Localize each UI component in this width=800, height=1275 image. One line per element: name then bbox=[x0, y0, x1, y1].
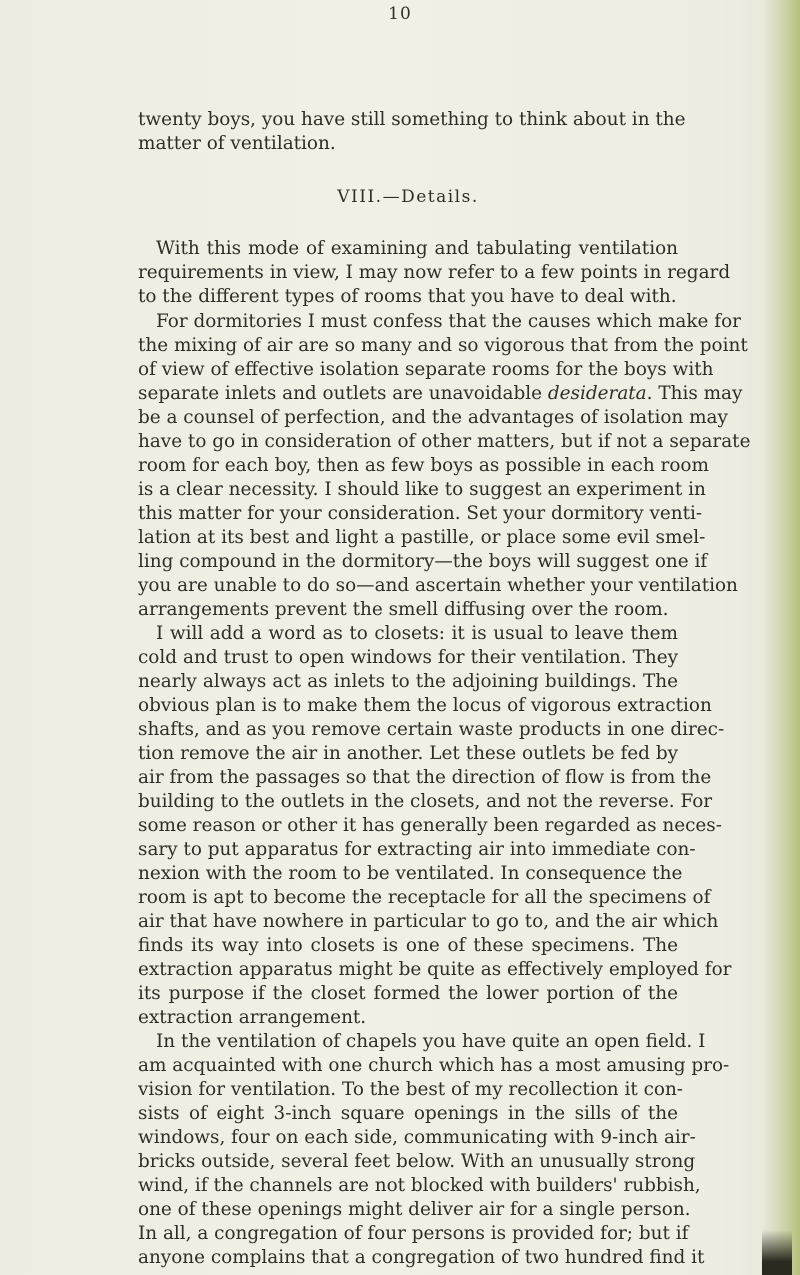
text-line: I will add a word as to closets: it is usual to leave them bbox=[156, 623, 678, 644]
text-line: am acquainted with one church which has a most amusing pro- bbox=[138, 1055, 730, 1076]
text-line: sary to put apparatus for extracting air into immediate con- bbox=[138, 839, 696, 860]
text-fragment: separate inlets and outlets are unavoidable bbox=[138, 383, 543, 404]
text-line: In the ventilation of chapels you have quite an open field. I bbox=[156, 1031, 706, 1052]
text-line: tion remove the air in another. Let these outlets be fed by bbox=[138, 743, 678, 764]
page-number: 10 bbox=[388, 4, 412, 24]
text-line: air that have nowhere in particular to go to, and the air which bbox=[138, 911, 719, 932]
text-line: ling compound in the dormitory—the boys will suggest one if bbox=[138, 551, 708, 572]
text-line: extraction apparatus might be quite as effectively employed for bbox=[138, 959, 732, 980]
text-line: In all, a congregation of four persons is provided for; but if bbox=[138, 1223, 689, 1244]
text-line: building to the outlets in the closets, and not the reverse. For bbox=[138, 791, 713, 812]
text-line: be a counsel of perfection, and the advantages of isolation may bbox=[138, 407, 728, 428]
text-line: matter of ventilation. bbox=[138, 133, 336, 154]
text-line: vision for ventilation. To the best of my recollection it con- bbox=[138, 1079, 684, 1100]
text-line: is a clear necessity. I should like to suggest an experiment in bbox=[138, 479, 706, 500]
text-line: nearly always act as inlets to the adjoining buildings. The bbox=[138, 671, 678, 692]
text-line: its purpose if the closet formed the lower portion of the bbox=[138, 983, 678, 1004]
text-line: With this mode of examining and tabulating ventilation bbox=[156, 238, 678, 259]
text-line: have to go in consideration of other matters, but if not a separate bbox=[138, 431, 751, 452]
text-line: finds its way into closets is one of these specimens. The bbox=[138, 935, 678, 956]
text-line: room for each boy, then as few boys as possible in each room bbox=[138, 455, 709, 476]
text-line bbox=[138, 382, 743, 406]
text-line: cold and trust to open windows for their ventilation. They bbox=[138, 647, 678, 668]
text-line: air from the passages so that the direction of flow is from the bbox=[138, 767, 712, 788]
text-line: twenty boys, you have still something to think about in the bbox=[138, 109, 686, 130]
page-corner-shadow bbox=[762, 1230, 792, 1275]
page-edge-shadow bbox=[762, 0, 800, 1275]
italic-term: desiderata bbox=[547, 383, 647, 404]
text-line: lation at its best and light a pastille, or place some evil smel- bbox=[138, 527, 706, 548]
text-line: the mixing of air are so many and so vigorous that from the point bbox=[138, 335, 748, 356]
text-line: obvious plan is to make them the locus of vigorous extraction bbox=[138, 695, 712, 716]
text-line: extraction arrangement. bbox=[138, 1007, 367, 1028]
text-line: to the different types of rooms that you have to deal with. bbox=[138, 286, 677, 307]
text-line: anyone complains that a congregation of two hundred find it bbox=[138, 1247, 705, 1268]
text-line: For dormitories I must confess that the causes which make for bbox=[156, 311, 741, 332]
text-fragment: . This may bbox=[646, 383, 743, 404]
text-line: nexion with the room to be ventilated. In consequence the bbox=[138, 863, 683, 884]
text-line: room is apt to become the receptacle for all the specimens of bbox=[138, 887, 711, 908]
text-line: requirements in view, I may now refer to a few points in regard bbox=[138, 262, 731, 283]
text-line: of view of effective isolation separate rooms for the boys with bbox=[138, 359, 714, 380]
text-line: this matter for your consideration. Set your dormitory venti- bbox=[138, 503, 703, 524]
section-heading: VIII.—Details. bbox=[337, 187, 479, 207]
text-line: arrangements prevent the smell diffusing over the room. bbox=[138, 599, 669, 620]
text-line: bricks outside, several feet below. With an unusually strong bbox=[138, 1151, 696, 1172]
text-line: one of these openings might deliver air for a single person. bbox=[138, 1199, 691, 1220]
text-line: shafts, and as you remove certain waste products in one direc- bbox=[138, 719, 725, 740]
text-line: sists of eight 3-inch square openings in the sills of the bbox=[138, 1103, 678, 1124]
text-line: you are unable to do so—and ascertain whether your ventilation bbox=[138, 575, 738, 596]
text-line: wind, if the channels are not blocked with builders' rubbish, bbox=[138, 1175, 701, 1196]
text-line: windows, four on each side, communicating with 9-inch air- bbox=[138, 1127, 696, 1148]
text-line: some reason or other it has generally been regarded as neces- bbox=[138, 815, 722, 836]
